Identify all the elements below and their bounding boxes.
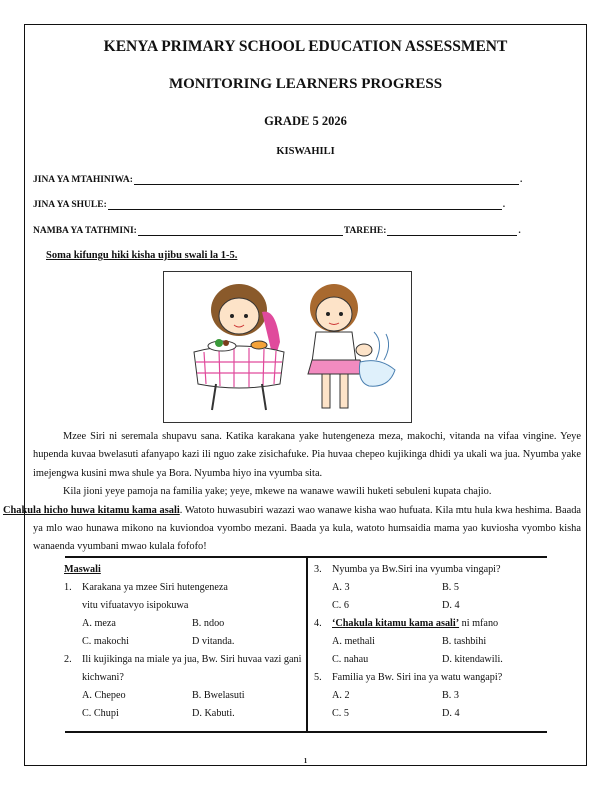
passage-highlight: Chakula hicho huwa kitamu kama asali [3,504,180,516]
date-label: TAREHE: [343,226,387,236]
field-end: . [502,200,506,210]
date-line[interactable] [387,226,517,236]
question-number: 4. [314,618,322,629]
school-name-label: JINA YA SHULE: [33,200,107,210]
candidate-name-field[interactable] [33,175,522,185]
option-d[interactable]: D. Kabuti. [192,708,235,719]
passage-p2-rest: . Watoto huwasubiri wazazi wao wanawe kisha wao hufuata. Kila mtu hula kwa heshima. Baada ya mlo wao hunawa mikono na kuviondoa vyombo mezani. Baada ya kula, watoto humsaidia mama yao kuviosha vyombo kisha wanaenda vyumbani mwao kulala fofofo! [33,504,582,553]
question-number: 2. [64,654,72,665]
passage-paragraph-2 [3,483,582,557]
option-d[interactable]: D. 4 [442,600,460,611]
option-a[interactable]: A. methali [332,636,376,647]
option-b[interactable]: B. Bwelasuti [192,690,245,701]
grade-label: GRADE 5 2026 [264,114,347,128]
passage-paragraph-1: Mzee Siri ni seremala shupavu sana. Katika karakana yake hutengeneza meza, makochi, vitanda na vifaa vingine. Yeye hupenda kuvaa bwelasuti afanyapo kazi ili nguo zake zisichafuke. Pia huvaa chepeo kujikinga dhidi ya ukali wa jua. Nyumba yake imejengwa kusini mwa shule ya Bora. Nyumba hiyo ina vyumba sita. [33,431,581,479]
assessment-number-line[interactable] [138,226,343,236]
option-b[interactable]: B. 5 [442,582,459,593]
option-a[interactable]: A. meza [82,618,116,629]
question-number: 3. [314,564,322,575]
option-d[interactable]: D vitanda. [192,636,235,647]
question-2 [64,651,304,723]
option-b[interactable]: B. tashbihi [442,636,487,647]
question-text: Familia ya Bw. Siri ina ya watu wangapi? [332,672,503,683]
option-c[interactable]: C. Chupi [82,708,119,719]
option-c[interactable]: C. 6 [332,600,349,611]
question-4 [314,615,554,669]
option-a[interactable]: A. Chepeo [82,690,126,701]
reading-passage [3,428,582,557]
option-c[interactable]: C. nahau [332,654,369,665]
question-quote: ‘Chakula kitamu kama asali’ [332,618,460,629]
subject-label: KISWAHILI [276,146,335,157]
option-a[interactable]: A. 2 [332,690,350,701]
assessment-number-field[interactable] [33,226,521,236]
question-3 [314,561,554,615]
passage-p2-start: Kila jioni yeye pamoja na familia yake; yeye, mkewe na wanawe wawili huketi sebuleni kupata chajio. [63,486,492,498]
field-end: . [518,226,521,236]
question-text: Nyumba ya Bw.Siri ina vyumba vingapi? [332,564,501,575]
candidate-name-line[interactable] [134,175,519,185]
option-c[interactable]: C. 5 [332,708,349,719]
question-1 [64,579,304,651]
option-b[interactable]: B. 3 [442,690,459,701]
illustration-girls-eating-washing [163,271,412,423]
assessment-number-label: NAMBA YA TATHMINI: [33,226,137,236]
option-a[interactable]: A. 3 [332,582,350,593]
option-c[interactable]: C. makochi [82,636,129,647]
question-5 [314,669,554,723]
option-d[interactable]: D. 4 [442,708,460,719]
questions-divider [306,556,308,733]
school-name-field[interactable] [33,200,505,210]
field-end: . [519,175,523,185]
page-number: 1 [303,757,308,765]
instruction: Soma kifungu hiki kisha ujibu swali la 1-5. [46,250,238,261]
questions-heading: Maswali [64,564,101,575]
questions-left-column [64,561,304,723]
option-d[interactable]: D. kitendawili. [442,654,503,665]
question-text: Ili kujikinga na miale ya jua, Bw. Siri huvaa vazi gani kichwani? [82,654,302,683]
question-text: Karakana ya mzee Siri hutengeneza vitu vifuatavyo isipokuwa [82,582,228,611]
option-b[interactable]: B. ndoo [192,618,225,629]
questions-right-column [314,561,554,723]
question-number: 1. [64,582,72,593]
question-text: ni mfano [459,618,499,629]
exam-title: KENYA PRIMARY SCHOOL EDUCATION ASSESSMENT [103,38,508,55]
school-name-line[interactable] [108,200,502,210]
question-number: 5. [314,672,322,683]
exam-subtitle: MONITORING LEARNERS PROGRESS [168,76,443,92]
candidate-name-label: JINA YA MTAHINIWA: [33,175,133,185]
